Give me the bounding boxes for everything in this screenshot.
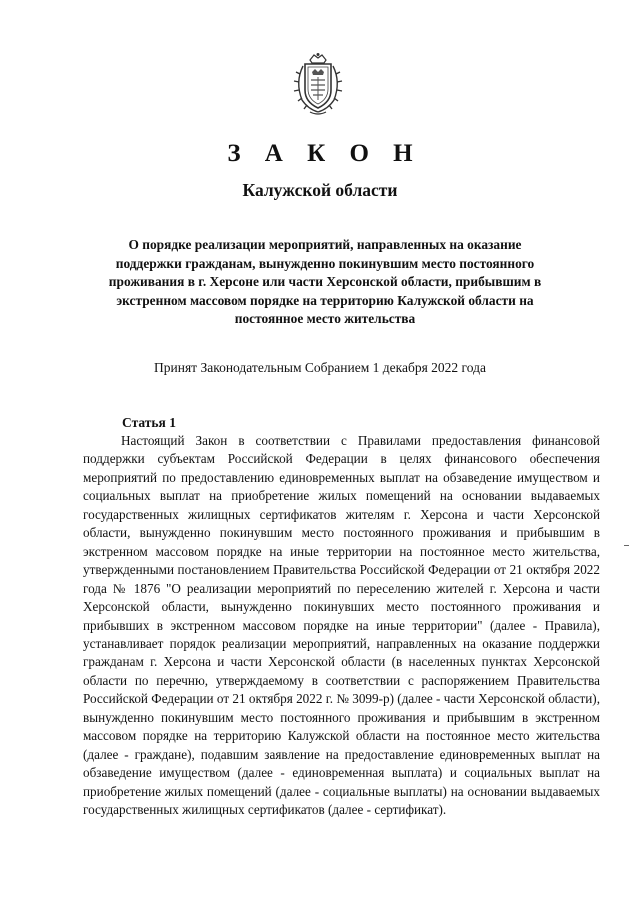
- article-title: Статья 1: [122, 415, 176, 430]
- coat-of-arms-icon: [290, 52, 346, 116]
- document-title: З А К О Н: [227, 140, 422, 167]
- document-subtitle: Калужской области: [242, 180, 398, 200]
- margin-mark: [624, 545, 629, 546]
- article-text: Настоящий Закон в соответствии с Правилами предоставления финансовой поддержки субъектам Российской Федерации в целях финансового обеспечения мероприятий по предоставлению единовременных выплат на обзаведение имуществом и социальных выплат на приобретение жилых помещений на основании выдаваемых государственных жилищных сертификатов жителям г. Херсона и части Херсонской области, вынужденно покинувшим место постоянного проживания и прибывшим в экстренном массовом порядке на иные территории на постоянное место жительства, утвержденными постановлением Правительства Российской Федерации от 21 октября 2022 года № 1876 "О реализации мероприятий по переселению жителей г. Херсона и части Херсонской области, вынужденно покинувших место постоянного проживания и прибывших в экстренном массовом порядке на иные территории" (далее - Правила), устанавливает порядок реализации мероприятий, направленных на оказание поддержки гражданам г. Херсона и части Херсонской области (в населенных пунктах Херсонской области по перечню, утверждаемому в соответствии с распоряжением Правительства Российской Федерации от 21 октября 2022 г. № 3099-р) (далее - части Херсонской области), вынужденно покинувшим место постоянного проживания и прибывшим в экстренном массовом порядке на территорию Калужской области на постоянное место жительства (далее - граждане), подавшим заявление на предоставление единовременных выплат на обзаведение имуществом (далее - единовременная выплата) и социальных выплат на приобретение жилых помещений (далее - социальные выплаты) на основании выдаваемых государственных жилищных сертификатов (далее - сертификат).: [83, 433, 600, 818]
- adoption-note: Принят Законодательным Собранием 1 декабря 2022 года: [154, 360, 486, 375]
- law-heading: О порядке реализации мероприятий, направленных на оказание поддержки гражданам, вынужденно покинувшим место постоянного проживания в г. Херсоне или части Херсонской области, прибывшим в экстренном массовом порядке на территорию Калужской области на постоянное место жительства: [108, 237, 542, 327]
